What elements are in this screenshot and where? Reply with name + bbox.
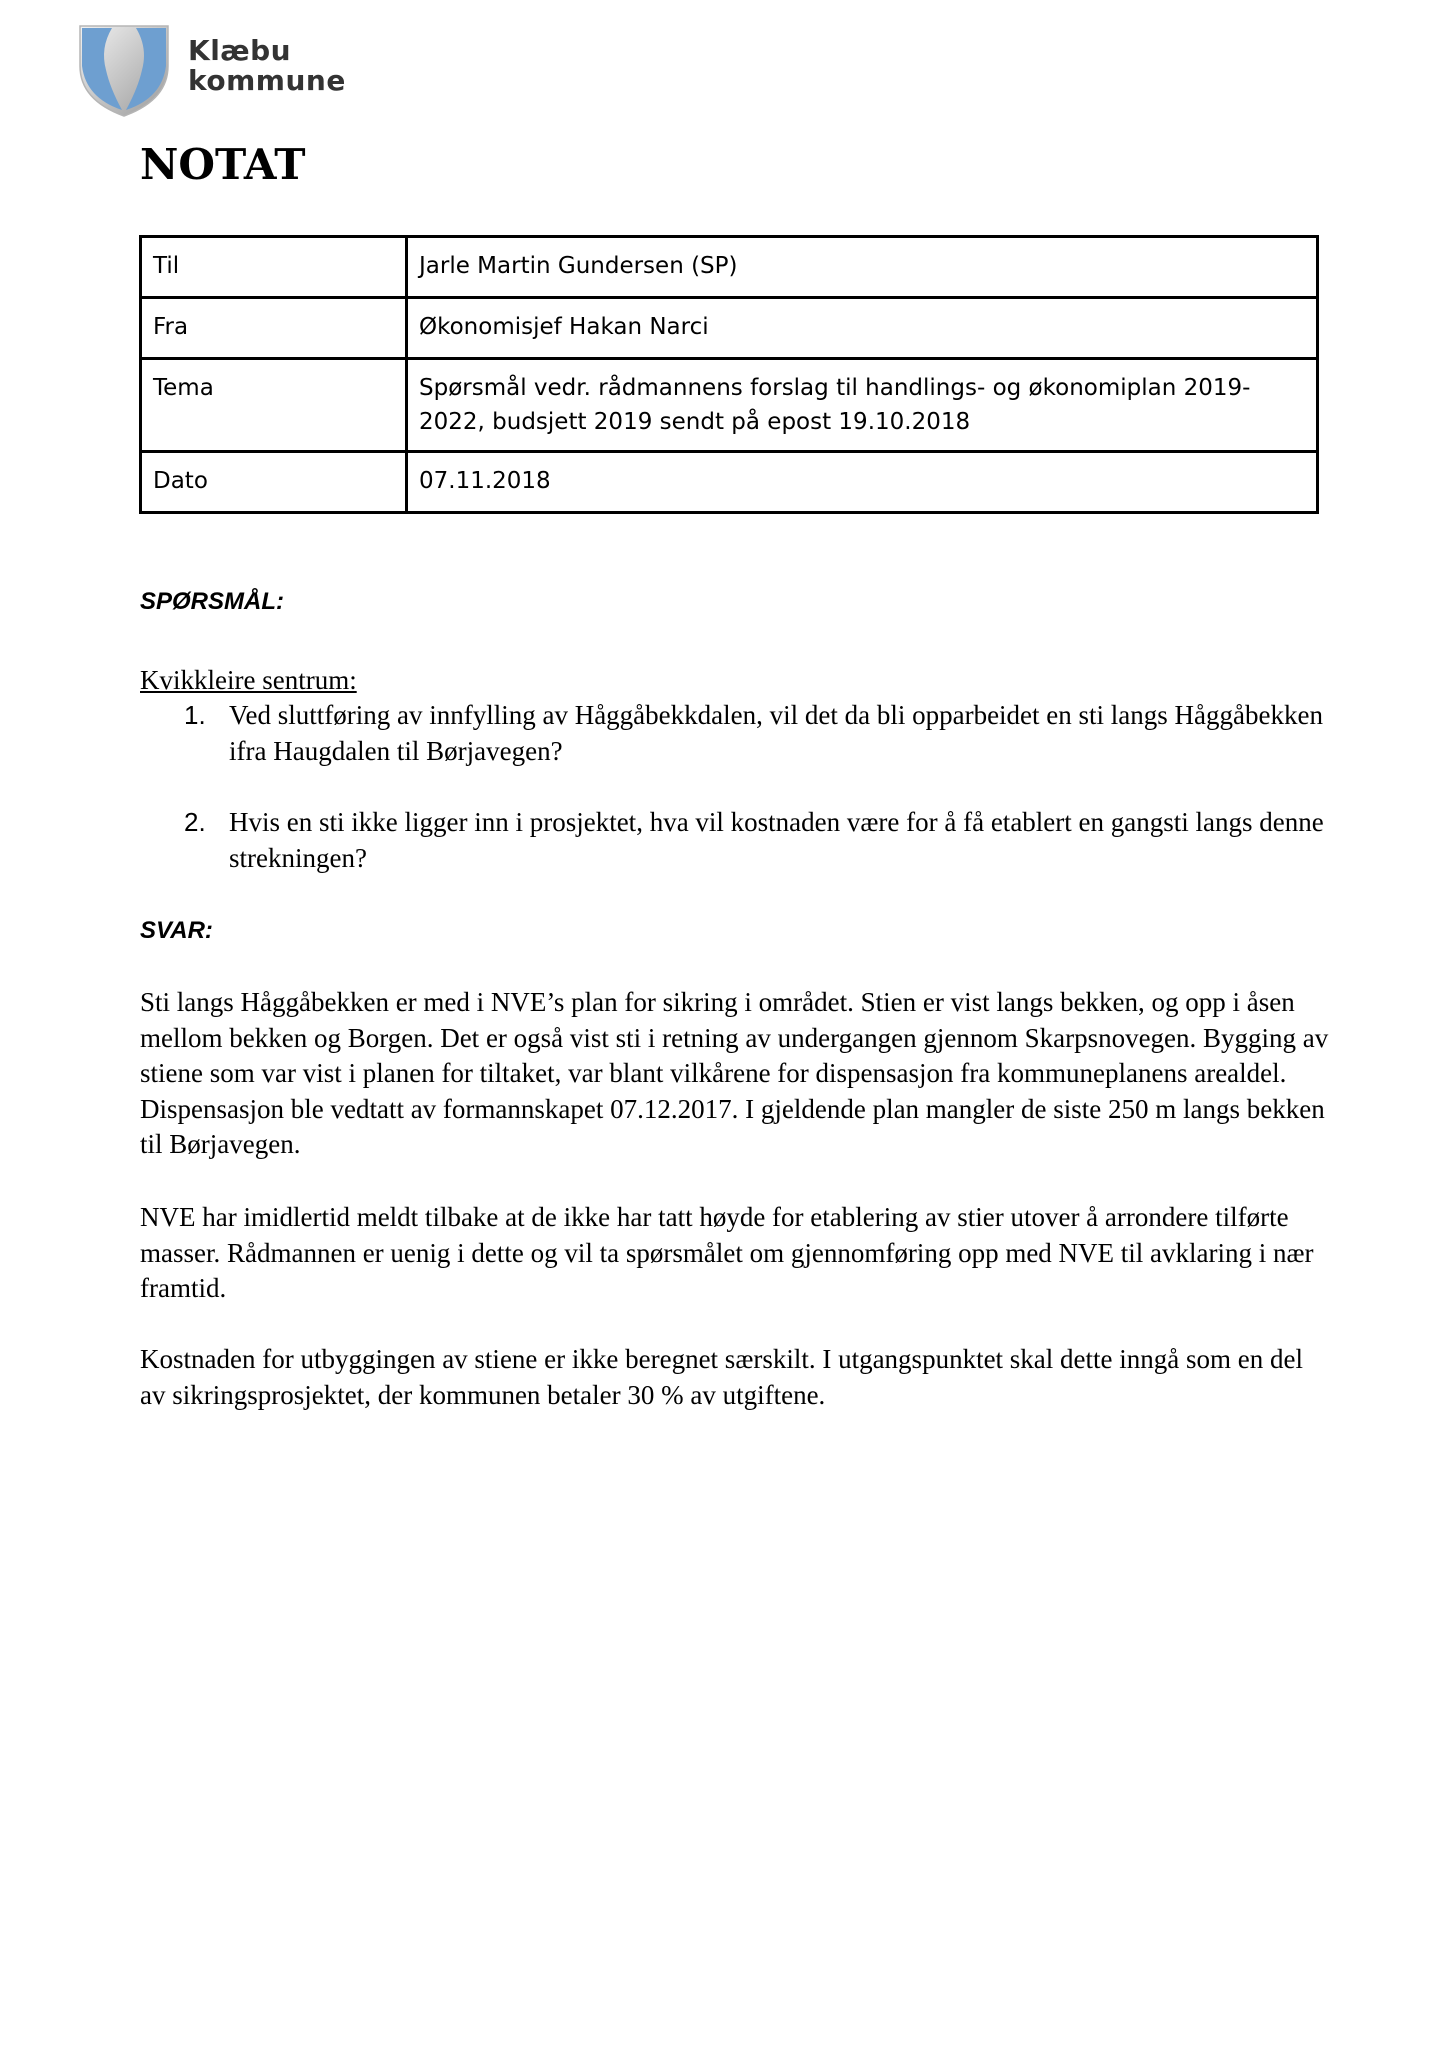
logo-wordmark (188, 36, 346, 96)
coat-of-arms-icon (76, 22, 172, 118)
question-text: Hvis en sti ikke ligger inn i prosjektet, hva vil kostnaden være for å få etablert en gangsti langs denne strekningen? (229, 807, 1324, 873)
municipality-logo (76, 22, 346, 118)
kvikkleire-subheading: Kvikkleire sentrum: (140, 665, 357, 695)
logo-line-kommune: kommune (188, 64, 346, 97)
meta-label-dato: Dato (141, 452, 407, 513)
table-row (141, 359, 1318, 452)
memo-header-table (139, 235, 1319, 514)
meta-value-dato: 07.11.2018 (407, 452, 1318, 513)
answer-paragraph-1: Sti langs Håggåbekken er med i NVE’s plan for sikring i området. Stien er vist langs bekken, og opp i åsen mellom bekken og Borgen. Det er også vist sti i retning av undergangen gjennom Skarpsnovegen. Bygging av stiene som var vist i planen for tiltaket, var blant vilkårene for dispensasjon fra kommuneplanens arealdel. Dispensasjon ble vedtatt av formannskapet 07.12.2017. I gjeldende plan mangler de siste 250 m langs bekken til Børjavegen. (140, 987, 1329, 1160)
sporsmal-heading: SPØRSMÅL: (140, 588, 284, 615)
logo-line-klaebu: Klæbu (188, 34, 292, 67)
question-item-2 (140, 804, 1330, 876)
meta-value-fra: Økonomisjef Hakan Narci (407, 298, 1318, 359)
question-item-1 (140, 697, 1330, 769)
meta-label-tema: Tema (141, 359, 407, 452)
meta-value-tema: Spørsmål vedr. rådmannens forslag til handlings- og økonomiplan 2019-2022, budsjett 2019 sendt på epost 19.10.2018 (407, 359, 1318, 452)
meta-label-fra: Fra (141, 298, 407, 359)
question-text: Ved sluttføring av innfylling av Håggåbekkdalen, vil det da bli opparbeidet en sti langs Håggåbekken ifra Haugdalen til Børjavegen? (229, 700, 1323, 766)
document-title: NOTAT (140, 140, 306, 189)
answer-paragraph-3: Kostnaden for utbyggingen av stiene er ikke beregnet særskilt. I utgangspunktet skal dette inngå som en del av sikringsprosjektet, der kommunen betaler 30 % av utgiftene. (140, 1344, 1303, 1410)
table-row (141, 237, 1318, 298)
meta-value-til: Jarle Martin Gundersen (SP) (407, 237, 1318, 298)
question-number: 2. (184, 807, 206, 837)
table-row (141, 452, 1318, 513)
answer-paragraph-2: NVE har imidlertid meldt tilbake at de ikke har tatt høyde for etablering av stier utover å arrondere tilførte masser. Rådmannen er uenig i dette og vil ta spørsmålet om gjennomføring opp med NVE til avklaring i nær framtid. (140, 1202, 1314, 1304)
table-row (141, 298, 1318, 359)
meta-label-til: Til (141, 237, 407, 298)
svar-heading: SVAR: (140, 917, 213, 944)
question-number: 1. (184, 700, 206, 730)
